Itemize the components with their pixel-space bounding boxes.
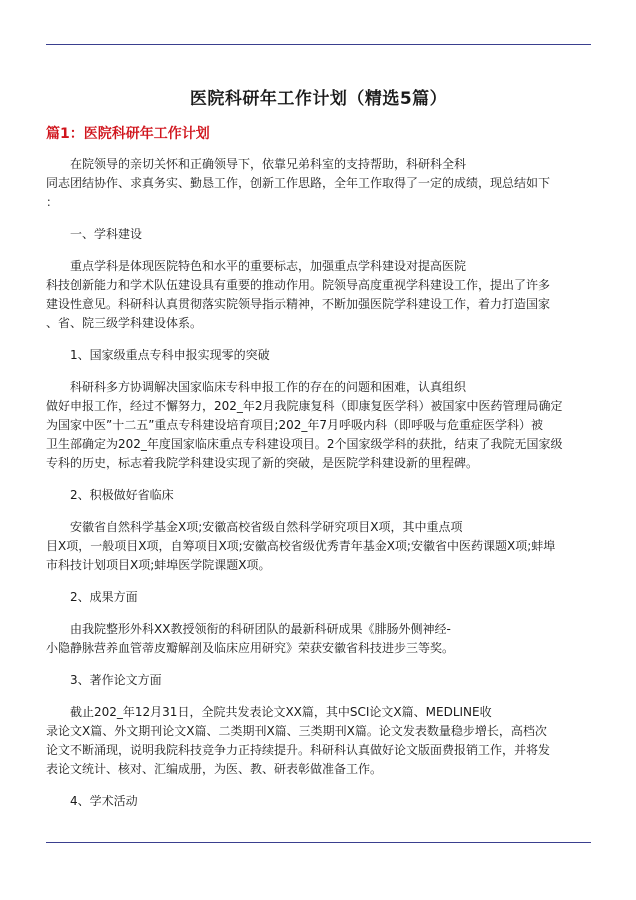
paragraph-provincial-clinical: [46, 518, 591, 575]
paragraph-line: 为国家中医”十二五”重点专科建设培育项目;202_年7月呼吸内科（即呼吸与危重症医学科）被: [46, 418, 544, 432]
heading-national-specialty: 1、国家级重点专科申报实现零的突破: [70, 348, 270, 362]
paragraph-line: 录论文X篇、外文期刊论文X篇、二类期刊X篇、三类期刊X篇。论文发表数量稳步增长，高档次: [46, 724, 547, 738]
paragraph-line: 在院领导的亲切关怀和正确领导下，依靠兄弟科室的支持帮助，科研科全科: [70, 157, 467, 171]
paragraph-line: 由我院整形外科XX教授领衔的科研团队的最新科研成果《腓肠外侧神经-: [70, 622, 451, 636]
paragraph-line: 、省、院三级学科建设体系。: [46, 316, 203, 330]
paragraph-line: 表论文统计、核对、汇编成册，为医、教、研表彰做准备工作。: [46, 762, 383, 776]
paragraph-line: 建设性意见。科研科认真贯彻落实院领导指示精神，不断加强医院学科建设工作，着力打造国家: [46, 297, 551, 311]
heading-provincial-clinical: 2、积极做好省临床: [70, 488, 174, 502]
paragraph-line: 小隐静脉营养血管蒂皮瓣解剖及临床应用研究》荣获安徽省科技进步三等奖。: [46, 641, 455, 655]
section-title: 篇1：医院科研年工作计划: [46, 126, 210, 142]
paragraph-line: 卫生部确定为202_年度国家临床重点专科建设项目。2个国家级学科的获批，结束了我院无国家级: [46, 437, 563, 451]
paragraph-line: 目X项，一般项目X项，自筹项目X项;安徽高校省级优秀青年基金X项;安徽省中医药课题X项;蚌埠: [46, 539, 556, 553]
paragraph-line: 同志团结协作、求真务实、勤恳工作，创新工作思路，全年工作取得了一定的成绩，现总结如下: [46, 176, 551, 190]
paragraph-national-specialty: [46, 378, 591, 473]
paragraph-line: 论文不断涌现，说明我院科技竞争力正持续提升。科研科认真做好论文版面费报销工作，并将发: [46, 743, 551, 757]
paragraph-discipline: [46, 257, 591, 333]
paragraph-line: ：: [46, 195, 59, 209]
paragraph-line: 科技创新能力和学术队伍建设具有重要的推动作用。院领导高度重视学科建设工作，提出了许多: [46, 278, 551, 292]
footer-rule: [46, 842, 591, 843]
heading-academic-activities: 4、学术活动: [70, 794, 138, 808]
heading-publications: 3、著作论文方面: [70, 673, 162, 687]
paragraph-publications: [46, 703, 591, 779]
paragraph-line: 安徽省自然科学基金X项;安徽高校省级自然科学研究项目X项，其中重点项: [70, 520, 463, 534]
paragraph-line: 做好申报工作，经过不懈努力，202_年2月我院康复科（即康复医学科）被国家中医药管理局确定: [46, 399, 563, 413]
heading-discipline-construction: 一、学科建设: [70, 227, 143, 241]
paragraph-line: 科研科多方协调解决国家临床专科申报工作的存在的问题和困难，认真组织: [70, 380, 467, 394]
document-title: 医院科研年工作计划（精选5篇）: [189, 89, 448, 109]
paragraph-achievements: [46, 620, 591, 658]
header-rule: [46, 44, 591, 45]
heading-achievements: 2、成果方面: [70, 590, 138, 604]
paragraph-line: 重点学科是体现医院特色和水平的重要标志，加强重点学科建设对提高医院: [70, 259, 467, 273]
document-body: [46, 60, 591, 824]
paragraph-line: 截止202_年12月31日，全院共发表论文XX篇，其中SCI论文X篇、MEDLINE收: [70, 705, 492, 719]
paragraph-line: 专科的历史，标志着我院学科建设实现了新的突破，是医院学科建设新的里程碑。: [46, 456, 479, 470]
intro-paragraph: [46, 155, 591, 212]
paragraph-line: 市科技计划项目X项;蚌埠医学院课题X项。: [46, 558, 271, 572]
